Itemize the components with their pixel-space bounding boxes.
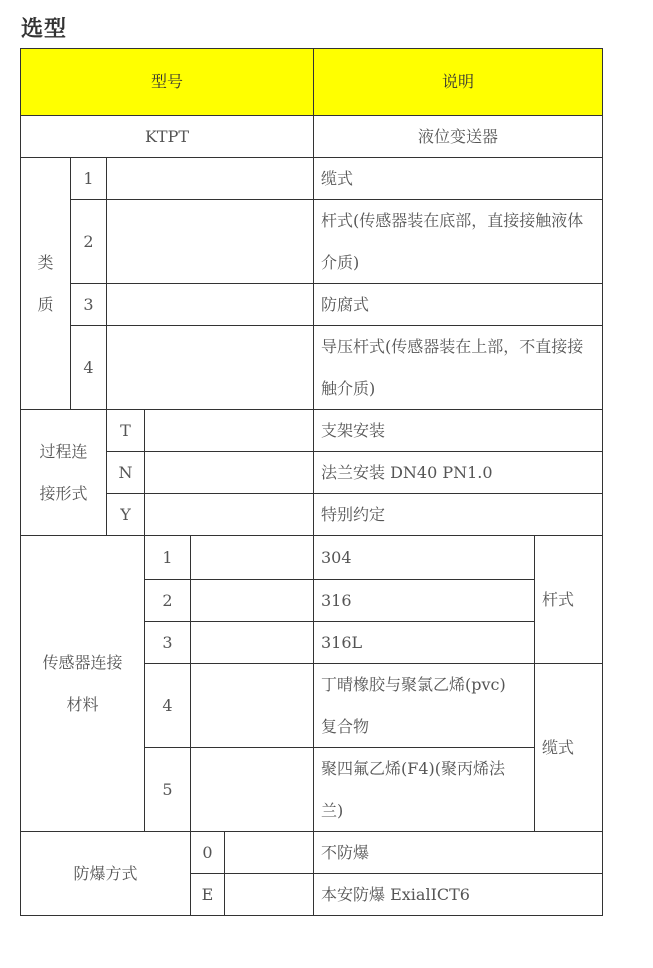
explosion-code-0: 0 xyxy=(190,831,225,874)
explosion-blank-E xyxy=(224,873,314,916)
material-desc-5: 聚四氟乙烯(F4)(聚丙烯法兰) xyxy=(313,747,535,832)
material-label-line1: 传感器连接 xyxy=(42,652,123,672)
material-blank-5 xyxy=(190,747,314,832)
process-desc-Y: 特别约定 xyxy=(313,493,603,536)
explosion-blank-0 xyxy=(224,831,314,874)
material-code-3: 3 xyxy=(144,621,191,664)
process-desc-N: 法兰安装 DN40 PN1.0 xyxy=(313,451,603,494)
type-label-line1: 类 xyxy=(37,252,54,272)
explosion-desc-E: 本安防爆 ExialICT6 xyxy=(313,873,603,916)
type-group-label xyxy=(20,157,71,410)
type-code-2: 2 xyxy=(70,199,107,284)
material-desc-2: 316 xyxy=(313,579,535,622)
type-blank-2 xyxy=(106,199,314,284)
material-code-4: 4 xyxy=(144,663,191,748)
type-blank-1 xyxy=(106,157,314,200)
material-desc-1: 304 xyxy=(313,535,535,580)
material-subgroup-rod: 杆式 xyxy=(534,535,603,664)
material-code-2: 2 xyxy=(144,579,191,622)
material-subgroup-cable: 缆式 xyxy=(534,663,603,832)
material-desc-3: 316L xyxy=(313,621,535,664)
base-code: KTPT xyxy=(20,115,314,158)
header-description: 说明 xyxy=(313,48,603,116)
material-blank-1 xyxy=(190,535,314,580)
type-desc-4: 导压杆式(传感器装在上部，不直接接触介质) xyxy=(313,325,603,410)
type-blank-3 xyxy=(106,283,314,326)
explosion-code-E: E xyxy=(190,873,225,916)
process-blank-N xyxy=(144,451,314,494)
process-label-line1: 过程连 xyxy=(39,441,88,461)
process-code-T: T xyxy=(106,409,145,452)
material-blank-2 xyxy=(190,579,314,622)
material-desc-4: 丁晴橡胶与聚氯乙烯(pvc)复合物 xyxy=(313,663,535,748)
type-desc-1: 缆式 xyxy=(313,157,603,200)
type-desc-2: 杆式(传感器装在底部，直接接触液体介质) xyxy=(313,199,603,284)
page-title: 选型 xyxy=(21,17,68,42)
explosion-group-label: 防爆方式 xyxy=(20,831,191,916)
process-code-Y: Y xyxy=(106,493,145,536)
material-blank-3 xyxy=(190,621,314,664)
process-blank-T xyxy=(144,409,314,452)
type-desc-3: 防腐式 xyxy=(313,283,603,326)
material-blank-4 xyxy=(190,663,314,748)
process-blank-Y xyxy=(144,493,314,536)
process-group-label xyxy=(20,409,107,536)
process-label-line2: 接形式 xyxy=(39,483,88,503)
process-desc-T: 支架安装 xyxy=(313,409,603,452)
type-blank-4 xyxy=(106,325,314,410)
material-code-5: 5 xyxy=(144,747,191,832)
type-code-1: 1 xyxy=(70,157,107,200)
base-description: 液位变送器 xyxy=(313,115,603,158)
type-code-3: 3 xyxy=(70,283,107,326)
header-model: 型号 xyxy=(20,48,314,116)
material-group-label xyxy=(20,535,145,832)
explosion-desc-0: 不防爆 xyxy=(313,831,603,874)
process-code-N: N xyxy=(106,451,145,494)
material-label-line2: 材料 xyxy=(66,694,99,714)
type-code-4: 4 xyxy=(70,325,107,410)
type-label-line2: 质 xyxy=(37,294,54,314)
material-code-1: 1 xyxy=(144,535,191,580)
